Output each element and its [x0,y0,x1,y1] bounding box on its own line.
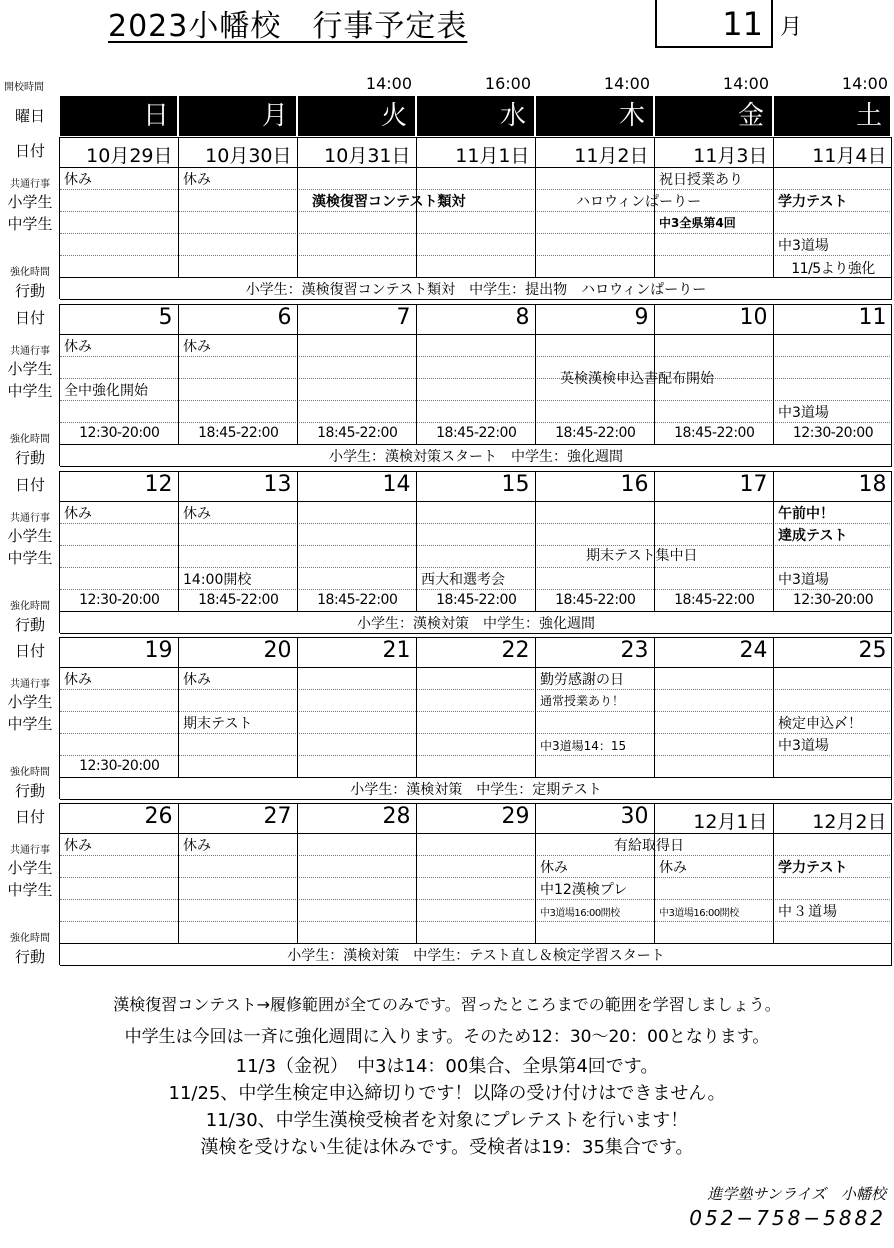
week-bottom-border [60,299,892,300]
event-cell: 中3道場 [778,238,829,254]
event-cell: 検定申込〆！ [778,716,862,732]
event-cell: 西大和選考会 [421,572,505,588]
common-event-label: 共通行事 [10,679,50,690]
intensive-time-label: 強化時間 [10,267,50,278]
event-cell: 14:00開校 [183,572,252,588]
event-cell: 休み [183,339,211,355]
event-cell: 学力テスト [778,194,848,210]
intensive-time-cell: 12:30-20:00 [792,592,874,608]
intensive-row-border [60,444,892,445]
open-time: 14:00 [365,74,412,93]
event-cell: 休み [64,339,92,355]
intensive-time-label: 強化時間 [10,601,50,612]
event-cell: 休み [64,506,92,522]
intensive-time-cell: 11/5より強化 [791,261,875,277]
intensive-time-cell: 18:45-22:00 [555,592,636,608]
date-cell: 12 [144,472,173,497]
open-time: 14:00 [603,74,650,93]
weekday-header: 土 [774,96,892,136]
event-cell: 学力テスト [778,860,848,876]
open-time: 16:00 [484,74,531,93]
common-event-label: 共通行事 [10,346,50,357]
event-cell: 休み [540,860,568,876]
span-event: 有給取得日 [614,838,684,854]
event-cell: 祝日授業あり [659,172,743,188]
date-cell: 8 [515,305,530,330]
weekday-header: 月 [179,96,298,136]
action-text: 小学生：漢検対策 中学生：強化週間 [357,616,595,632]
action-text: 小学生：漢検対策スタート 中学生：強化週間 [329,449,623,465]
intensive-time-cell: 12:30-20:00 [792,425,874,441]
event-cell: 休み [64,838,92,854]
open-time: 14:00 [841,74,888,93]
week-bottom-border [60,633,892,634]
intensive-time-cell: 18:45-22:00 [198,425,279,441]
row-divider [60,921,892,922]
row-divider [60,567,892,568]
month-number: 11 [655,0,773,48]
intensive-time-cell: 18:45-22:00 [674,425,755,441]
intensive-time-cell: 18:45-22:00 [198,592,279,608]
month-suffix: 月 [780,15,803,40]
weekday-header: 金 [655,96,774,136]
page-title: 2023小幡校 行事予定表 [108,9,468,44]
date-label: 日付 [14,808,45,826]
date-cell: 23 [620,638,649,663]
note-line: 中学生は今回は一斉に強化週間に入ります。そのため12：30〜20：00となります。 [124,1027,770,1047]
date-cell: 10月30日 [205,145,292,167]
junior-label: 中学生 [7,715,53,733]
date-row-border [60,501,892,502]
junior-label: 中学生 [7,382,53,400]
event-cell: 休み [183,672,211,688]
common-event-label: 共通行事 [10,845,50,856]
date-cell: 6 [277,305,292,330]
date-cell: 25 [858,638,887,663]
intensive-time-cell: 12:30-20:00 [79,592,160,608]
date-cell: 11 [858,305,887,330]
row-divider [60,589,892,590]
event-cell: 全中強化開始 [64,383,148,399]
date-cell: 5 [158,305,173,330]
date-cell: 14 [382,472,411,497]
date-cell: 18 [858,472,887,497]
note-line: 漢検復習コンテスト→履修範囲が全てのみです。習ったところまでの範囲を学習しましょう。 [113,995,781,1014]
weekday-label: 曜日 [14,107,45,125]
date-cell: 29 [501,804,530,829]
intensive-time-label: 強化時間 [10,434,50,445]
intensive-row-border [60,777,892,778]
intensive-time-cell: 12:30-20:00 [79,425,160,441]
row-divider [60,689,892,690]
row-divider [60,755,892,756]
row-divider [60,855,892,856]
intensive-time-cell: 18:45-22:00 [317,425,398,441]
intensive-time-cell: 18:45-22:00 [436,592,517,608]
phone-number: 052−758−5882 [689,1206,886,1230]
elementary-label: 小学生 [7,527,53,545]
row-divider [60,189,892,190]
note-line: 11/25、中学生検定申込締切りです！以降の受け付けはできません。 [168,1083,726,1104]
event-cell: 中3道場16:00開校 [659,908,739,919]
elementary-label: 小学生 [7,693,53,711]
row-divider [60,400,892,401]
row-divider [60,233,892,234]
action-label: 行動 [14,782,45,800]
junior-label: 中学生 [7,215,53,233]
weekday-header: 水 [417,96,536,136]
junior-label: 中学生 [7,549,53,567]
event-cell: 休み [64,172,92,188]
intensive-row-border [60,277,892,278]
event-cell: 休み [183,172,211,188]
weekday-header: 木 [536,96,655,136]
intensive-row-border [60,943,892,944]
span-event: 期末テスト集中日 [586,548,698,564]
action-text: 小学生：漢検対策 中学生：テスト直し＆検定学習スタート [287,948,665,964]
elementary-label: 小学生 [7,193,53,211]
event-cell: 中3道場16:00開校 [540,908,620,919]
date-cell: 19 [144,638,173,663]
date-row-border [60,667,892,668]
date-cell: 12月2日 [812,811,887,833]
row-divider [60,523,892,524]
intensive-time-cell: 18:45-22:00 [317,592,398,608]
event-cell: 中3道場 [778,572,829,588]
span-event: 英検漢検申込書配布開始 [560,371,714,387]
action-label: 行動 [14,449,45,467]
intensive-row-border [60,611,892,612]
date-label: 日付 [14,309,45,327]
action-text: 小学生：漢検対策 中学生：定期テスト [350,782,602,798]
weekday-header: 日 [60,96,179,136]
date-cell: 16 [620,472,649,497]
event-cell: 通常授業あり！ [540,694,625,708]
action-label: 行動 [14,616,45,634]
date-cell: 26 [144,804,173,829]
date-cell: 9 [634,305,649,330]
row-divider [60,877,892,878]
date-label: 日付 [14,476,45,494]
elementary-label: 小学生 [7,859,53,877]
event-cell: 中3道場14：15 [540,739,627,753]
event-cell: ハロウィンぱーりー [576,194,702,210]
event-cell: 中12漢検プレ [540,882,628,898]
date-cell: 15 [501,472,530,497]
date-cell: 30 [620,804,649,829]
event-cell: 期末テスト [183,716,253,732]
week-bottom-border [60,466,892,467]
event-cell: 中３道場 [778,904,838,920]
common-event-label: 共通行事 [10,179,50,190]
date-cell: 11月4日 [812,145,887,167]
date-cell: 28 [382,804,411,829]
common-event-label: 共通行事 [10,513,50,524]
date-cell: 21 [382,638,411,663]
action-text: 小学生：漢検復習コンテスト類対 中学生：提出物 ハロウィンぱーりー [245,282,707,298]
date-cell: 17 [739,472,768,497]
note-line: 漢検を受けない生徒は休みです。受検者は19：35集合です。 [200,1137,694,1158]
date-cell: 11月1日 [455,145,530,167]
intensive-time-label: 強化時間 [10,767,50,778]
row-divider [60,356,892,357]
date-cell: 27 [263,804,292,829]
event-cell: 達成テスト [778,528,848,544]
intensive-time-cell: 18:45-22:00 [436,425,517,441]
row-divider [60,211,892,212]
date-cell: 7 [396,305,411,330]
event-cell: 勤労感謝の日 [540,672,624,688]
event-cell: 休み [183,838,211,854]
open-time-label: 開校時間 [4,82,44,93]
date-cell: 10月29日 [86,145,173,167]
week-top-border [60,137,892,138]
date-label: 日付 [14,642,45,660]
intensive-time-cell: 18:45-22:00 [555,425,636,441]
elementary-label: 小学生 [7,360,53,378]
action-label: 行動 [14,282,45,300]
event-cell: 休み [64,672,92,688]
date-row-border [60,334,892,335]
date-cell: 11月2日 [574,145,649,167]
date-cell: 10月31日 [324,145,411,167]
week-bottom-border [60,965,892,966]
event-cell: 休み [183,506,211,522]
action-label: 行動 [14,948,45,966]
event-cell: 中3道場 [778,738,829,754]
row-divider [60,255,892,256]
date-cell: 10 [739,305,768,330]
row-divider [60,711,892,712]
row-divider [60,899,892,900]
weekday-header: 火 [298,96,417,136]
date-cell: 13 [263,472,292,497]
event-cell: 漢検復習コンテスト類対 [312,194,466,210]
event-cell: 中3全県第4回 [659,216,736,230]
date-cell: 20 [263,638,292,663]
week-bottom-border [60,799,892,800]
intensive-time-cell: 18:45-22:00 [674,592,755,608]
date-cell: 24 [739,638,768,663]
row-divider [60,422,892,423]
open-time: 14:00 [722,74,769,93]
event-cell: 中3道場 [778,405,829,421]
intensive-time-label: 強化時間 [10,933,50,944]
event-cell: 午前中！ [778,506,834,522]
note-line: 11/30、中学生漢検受検者を対象にプレテストを行います！ [205,1110,689,1131]
date-cell: 12月1日 [693,811,768,833]
date-cell: 22 [501,638,530,663]
row-divider [60,733,892,734]
school-name: 進学塾サンライズ 小幡校 [707,1185,886,1203]
junior-label: 中学生 [7,881,53,899]
note-line: 11/3（金祝） 中3は14：00集合、全県第4回です。 [235,1056,659,1077]
date-cell: 11月3日 [693,145,768,167]
date-label: 日付 [14,142,45,160]
event-cell: 休み [659,860,687,876]
intensive-time-cell: 12:30-20:00 [79,758,160,774]
